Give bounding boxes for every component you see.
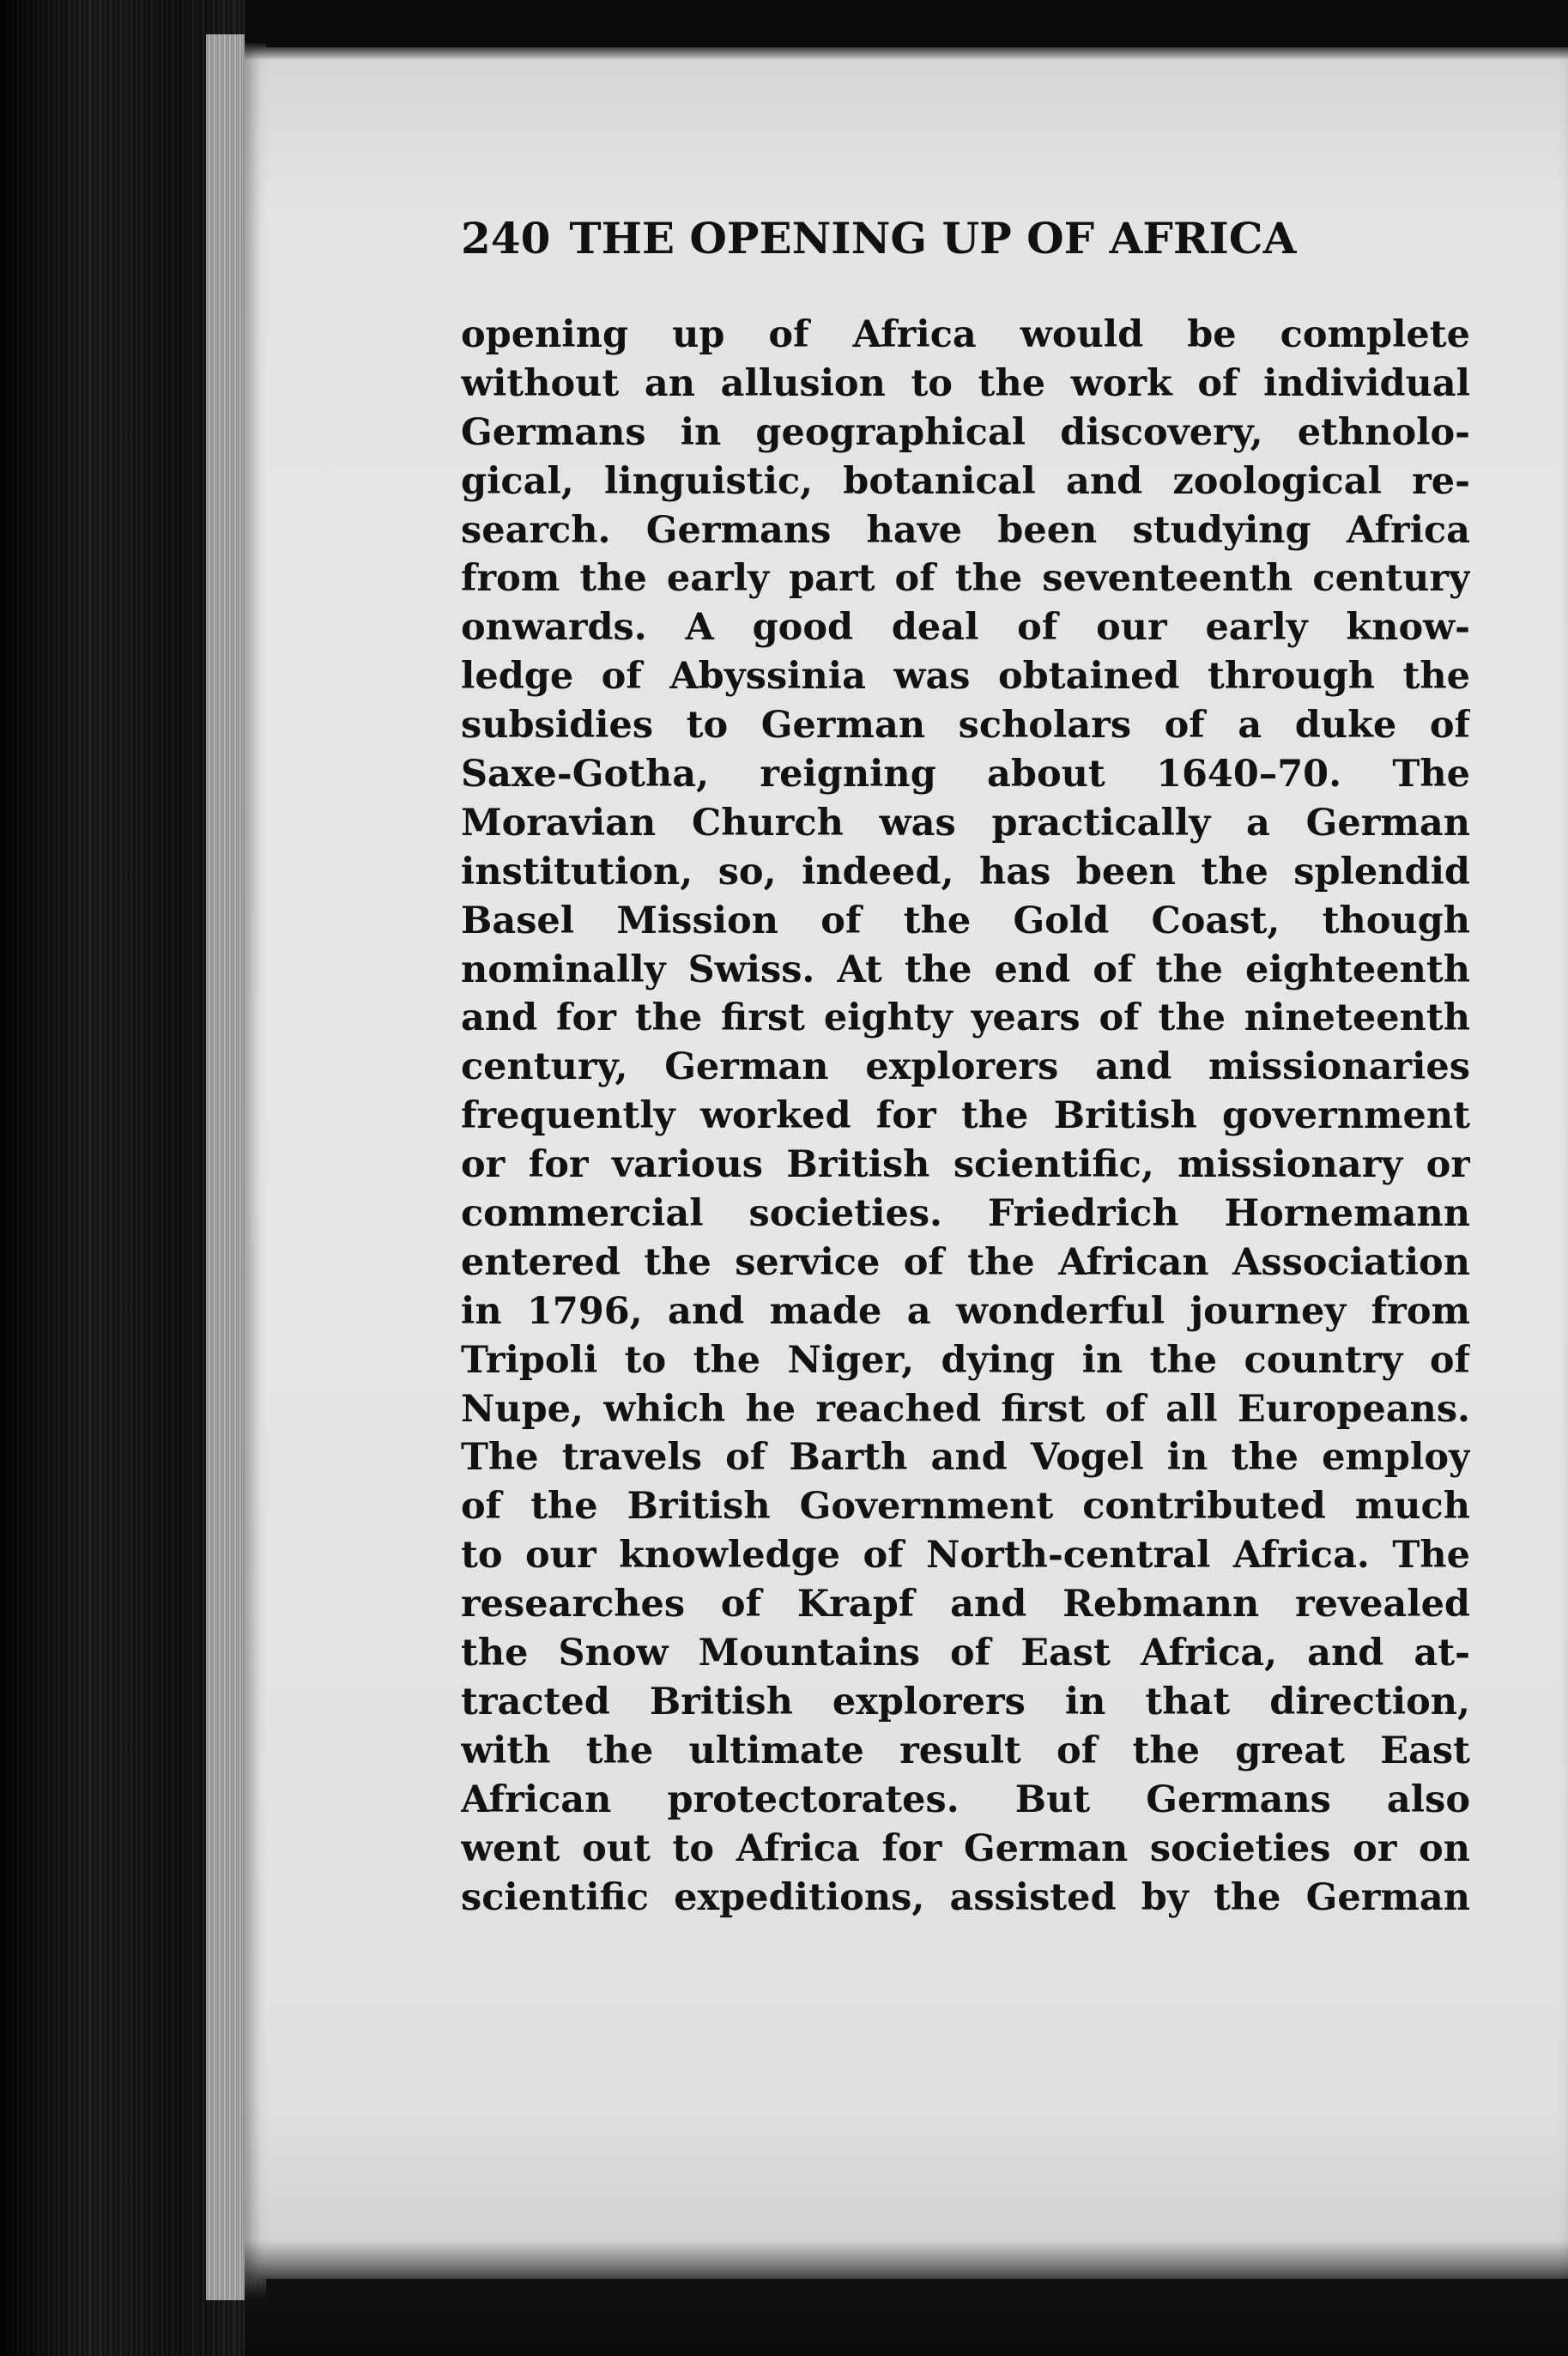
text-line: from the early part of the seventeenth century bbox=[461, 557, 1470, 601]
text-line: or for various British scientific, missionary or bbox=[461, 1143, 1470, 1187]
bottom-shadow bbox=[245, 2240, 1568, 2356]
text-line: with the ultimate result of the great East bbox=[461, 1729, 1470, 1772]
text-line: of the British Government contributed much bbox=[461, 1485, 1470, 1529]
text-line: Basel Mission of the Gold Coast, though bbox=[461, 899, 1470, 942]
text-line: The travels of Barth and Vogel in the employ bbox=[461, 1436, 1470, 1480]
text-line: Moravian Church was practically a German bbox=[461, 801, 1470, 845]
text-line: the Snow Mountains of East Africa, and at- bbox=[461, 1632, 1470, 1675]
text-line: Germans in geographical discovery, ethnolo- bbox=[461, 410, 1470, 454]
text-line: went out to Africa for German societies or on bbox=[461, 1826, 1470, 1870]
text-line: nominally Swiss. At the end of the eighteenth bbox=[461, 948, 1470, 991]
page-number: 240 bbox=[461, 213, 551, 263]
text-line: subsidies to German scholars of a duke of bbox=[461, 704, 1470, 748]
text-line: and for the first eighty years of the nineteenth bbox=[461, 996, 1470, 1040]
text-line: commercial societies. Friedrich Hornemann bbox=[461, 1192, 1470, 1236]
text-line: opening up of Africa would be complete bbox=[461, 313, 1470, 356]
text-line: researches of Krapf and Rebmann revealed bbox=[461, 1583, 1470, 1626]
text-line: without an allusion to the work of individual bbox=[461, 361, 1470, 405]
top-shadow bbox=[245, 0, 1568, 60]
running-header bbox=[461, 213, 1474, 264]
text-line: ledge of Abyssinia was obtained through the bbox=[461, 655, 1470, 699]
text-line: African protectorates. But Germans also bbox=[461, 1778, 1470, 1821]
text-line: institution, so, indeed, has been the splendid bbox=[461, 850, 1470, 893]
text-line: in 1796, and made a wonderful journey from bbox=[461, 1289, 1470, 1333]
text-line: search. Germans have been studying Africa bbox=[461, 508, 1470, 552]
text-line: century, German explorers and missionaries bbox=[461, 1045, 1470, 1089]
running-title: THE OPENING UP OF AFRICA bbox=[569, 213, 1297, 263]
body-text bbox=[461, 311, 1470, 1922]
text-line: onwards. A good deal of our early know- bbox=[461, 606, 1470, 650]
text-line: entered the service of the African Association bbox=[461, 1240, 1470, 1284]
text-line: tracted British explorers in that direction, bbox=[461, 1680, 1470, 1723]
text-line: to our knowledge of North-central Africa. The bbox=[461, 1534, 1470, 1578]
text-line: gical, linguistic, botanical and zoological re- bbox=[461, 459, 1470, 503]
text-line: Tripoli to the Niger, dying in the country of bbox=[461, 1338, 1470, 1382]
text-line: frequently worked for the British government bbox=[461, 1094, 1470, 1138]
text-line: Saxe-Gotha, reigning about 1640–70. The bbox=[461, 753, 1470, 796]
text-line: Nupe, which he reached first of all Europeans. bbox=[461, 1387, 1470, 1431]
text-line: scientific expeditions, assisted by the German bbox=[461, 1875, 1470, 1919]
